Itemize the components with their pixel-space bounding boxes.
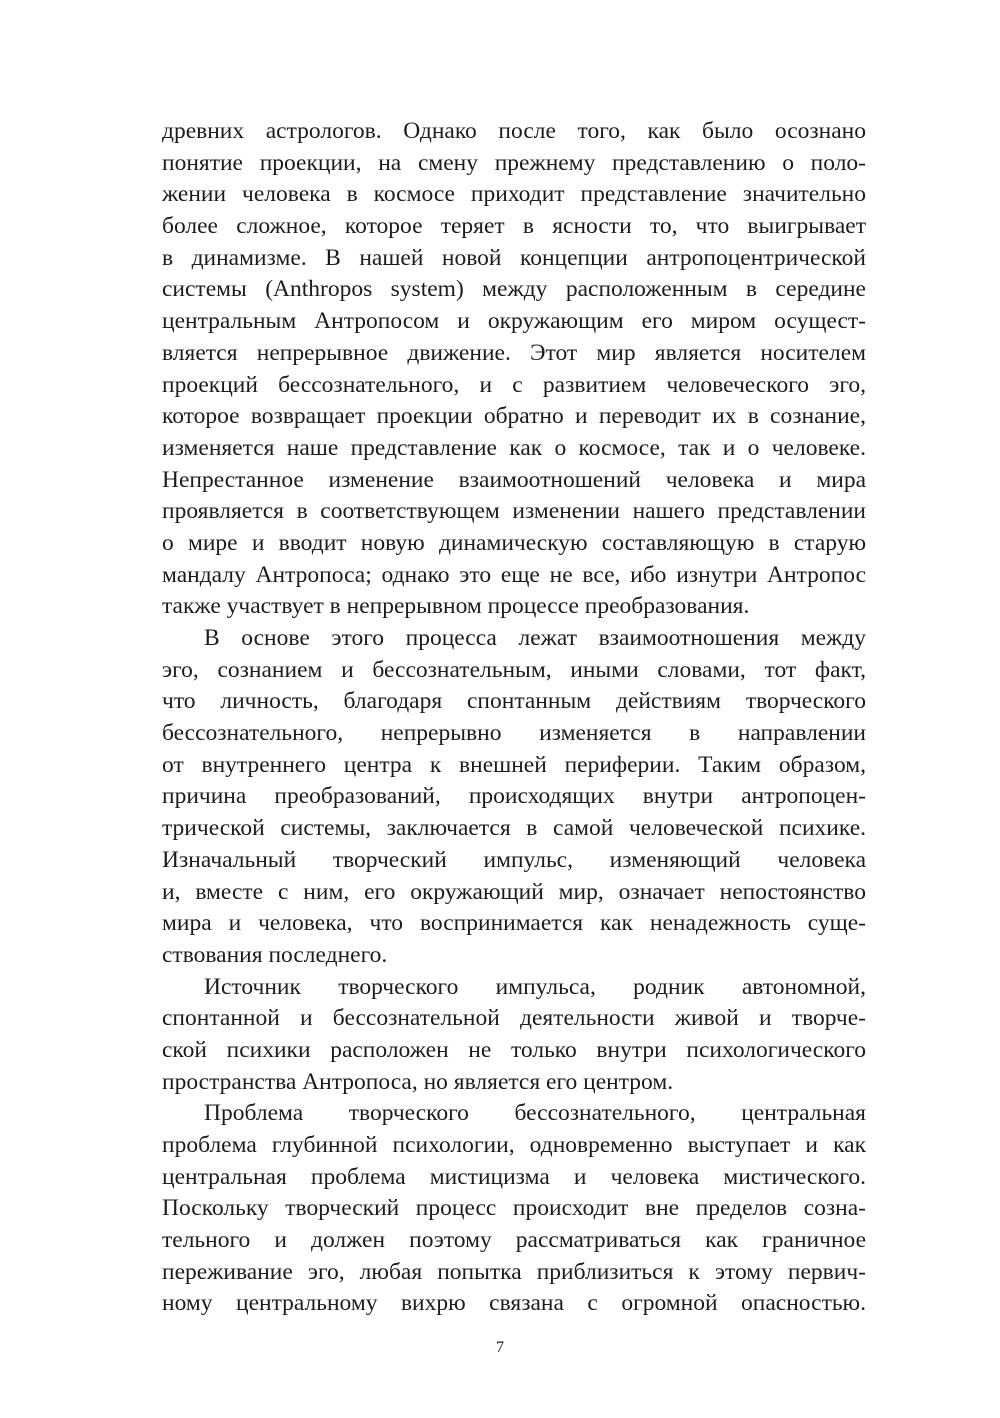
text-line: более сложное, которое теряет в ясности то, что выигрывает	[162, 213, 866, 240]
text-line: центральная проблема мистицизма и человека мистического.	[162, 1163, 866, 1190]
text-line: мандалу Антропоса; однако это еще не все, ибо изнутри Антропос	[162, 561, 866, 588]
paragraph	[162, 1098, 866, 1320]
text-line: изменяется наше представление как о космосе, так и о человеке.	[162, 434, 866, 461]
text-line: системы (Anthropos system) между расположенным в середине	[162, 276, 866, 303]
text-line: Непрестанное изменение взаимоотношений человека и мира	[162, 466, 866, 493]
text-line: от внутреннего центра к внешней периферии. Таким образом,	[162, 751, 866, 778]
text-line: проявляется в соответствующем изменении нашего представлении	[162, 498, 866, 525]
text-line: ской психики расположен не только внутри психологического	[162, 1036, 866, 1063]
text-line: понятие проекции, на смену прежнему представлению о поло-	[162, 149, 866, 176]
text-line: причина преобразований, происходящих внутри антропоцен-	[162, 783, 866, 810]
text-line: о мире и вводит новую динамическую составляющую в старую	[162, 529, 866, 556]
text-line: трической системы, заключается в самой человеческой психике.	[162, 815, 866, 842]
text-line: эго, сознанием и бессознательным, иными словами, тот факт,	[162, 656, 866, 683]
text-line: что личность, благодаря спонтанным действиям творческого	[162, 688, 866, 715]
text-line: центральным Антропосом и окружающим его миром осущест-	[162, 308, 866, 335]
text-line: мира и человека, что воспринимается как ненадежность суще-	[162, 910, 866, 937]
text-line: спонтанной и бессознательной деятельности живой и творче-	[162, 1005, 866, 1032]
text-line: ствования последнего.	[162, 941, 388, 968]
paragraph	[162, 623, 866, 972]
text-line: переживание эго, любая попытка приблизиться к этому первич-	[162, 1258, 866, 1285]
paragraph	[162, 972, 866, 1099]
paragraph	[162, 116, 866, 623]
text-line: проблема глубинной психологии, одновременно выступает и как	[162, 1132, 866, 1158]
text-line: древних астрологов. Однако после того, как было осознано	[162, 118, 866, 144]
page-number: 7	[496, 1339, 504, 1356]
text-line: бессознательного, непрерывно изменяется в направлении	[162, 720, 866, 747]
text-line: проекций бессознательного, и с развитием человеческого эго,	[162, 371, 866, 398]
text-line: которое возвращает проекции обратно и переводит их в сознание,	[162, 403, 866, 430]
text-line: Проблема творческого бессознательного, центральная	[204, 1100, 866, 1127]
text-line: В основе этого процесса лежат взаимоотношения между	[204, 625, 866, 651]
text-line: Поскольку творческий процесс происходит вне пределов созна-	[162, 1195, 866, 1222]
text-line: Изначальный творческий импульс, изменяющий человека	[162, 846, 866, 873]
page-body	[162, 116, 866, 1320]
text-line: тельного и должен поэтому рассматриваться как граничное	[162, 1227, 866, 1254]
text-line: вляется непрерывное движение. Этот мир является носителем	[162, 339, 866, 366]
text-line: пространства Антропоса, но является его центром.	[162, 1068, 674, 1095]
text-line: также участвует в непрерывном процессе преобразования.	[162, 593, 750, 620]
text-line: жении человека в космосе приходит представление значительно	[162, 181, 866, 208]
text-line: в динамизме. В нашей новой концепции антропоцентрической	[162, 244, 866, 271]
text-line: ному центральному вихрю связана с огромной опасностью.	[162, 1290, 866, 1317]
text-line: Источник творческого импульса, родник автономной,	[204, 973, 866, 1000]
text-line: и, вместе с ним, его окружающий мир, означает непостоянство	[162, 878, 866, 905]
